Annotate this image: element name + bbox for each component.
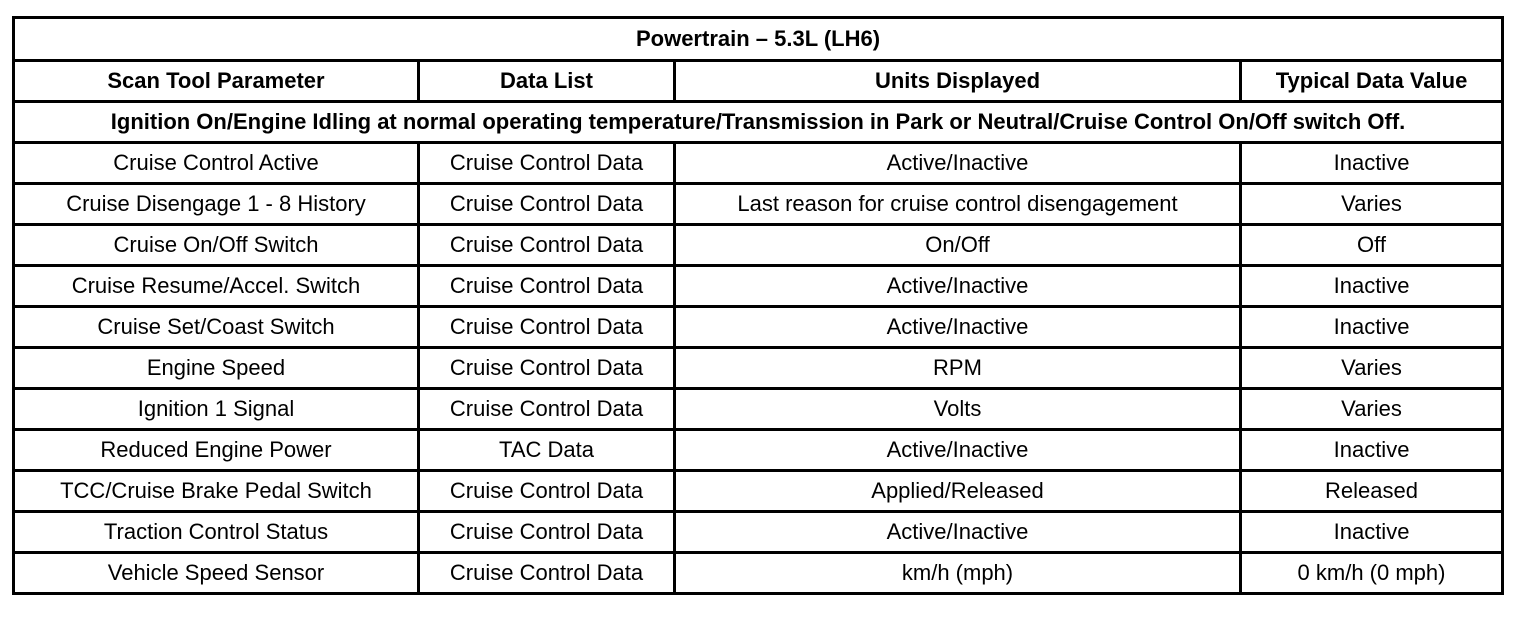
operating-condition: Ignition On/Engine Idling at normal operating temperature/Transmission in Park or Neutral/Cruise Control On/Off switch Off. [14,102,1503,143]
table-header-row [14,61,1503,102]
table-title-row [14,18,1503,61]
units-displayed-cell: On/Off [675,225,1241,266]
units-displayed-cell: km/h (mph) [675,553,1241,594]
typical-data-value-cell: Off [1241,225,1503,266]
units-displayed-cell: Last reason for cruise control disengagement [675,184,1241,225]
table-row [14,348,1503,389]
table-row [14,512,1503,553]
data-list-cell: Cruise Control Data [419,143,675,184]
typical-data-value-cell: Inactive [1241,430,1503,471]
data-list-cell: Cruise Control Data [419,389,675,430]
data-list-cell: TAC Data [419,430,675,471]
table-row [14,430,1503,471]
typical-data-value-cell: Inactive [1241,266,1503,307]
typical-data-value-cell: Varies [1241,184,1503,225]
typical-data-value-cell: Inactive [1241,512,1503,553]
data-list-cell: Cruise Control Data [419,184,675,225]
scan-tool-data-table [12,16,1504,595]
table-row [14,553,1503,594]
data-list-cell: Cruise Control Data [419,553,675,594]
scan-tool-parameter-cell: Traction Control Status [14,512,419,553]
table-row [14,143,1503,184]
scan-tool-parameter-cell: Ignition 1 Signal [14,389,419,430]
typical-data-value-cell: Released [1241,471,1503,512]
units-displayed-cell: Applied/Released [675,471,1241,512]
units-displayed-cell: RPM [675,348,1241,389]
scan-tool-parameter-cell: Cruise Set/Coast Switch [14,307,419,348]
scan-tool-parameter-cell: Vehicle Speed Sensor [14,553,419,594]
table-row [14,266,1503,307]
typical-data-value-cell: Varies [1241,389,1503,430]
units-displayed-cell: Active/Inactive [675,266,1241,307]
typical-data-value-cell: Inactive [1241,143,1503,184]
table-body [14,143,1503,594]
units-displayed-cell: Active/Inactive [675,512,1241,553]
scan-tool-parameter-cell: Cruise Disengage 1 - 8 History [14,184,419,225]
units-displayed-cell: Active/Inactive [675,430,1241,471]
data-list-cell: Cruise Control Data [419,266,675,307]
typical-data-value-cell: 0 km/h (0 mph) [1241,553,1503,594]
scan-tool-parameter-cell: Reduced Engine Power [14,430,419,471]
table-row [14,389,1503,430]
data-list-cell: Cruise Control Data [419,471,675,512]
table-row [14,225,1503,266]
scan-tool-parameter-cell: Cruise On/Off Switch [14,225,419,266]
table-row [14,471,1503,512]
column-header-data-list: Data List [419,61,675,102]
data-list-cell: Cruise Control Data [419,512,675,553]
scan-tool-parameter-cell: Cruise Control Active [14,143,419,184]
scan-tool-parameter-cell: Cruise Resume/Accel. Switch [14,266,419,307]
column-header-typical-data-value: Typical Data Value [1241,61,1503,102]
units-displayed-cell: Volts [675,389,1241,430]
units-displayed-cell: Active/Inactive [675,307,1241,348]
units-displayed-cell: Active/Inactive [675,143,1241,184]
table-title: Powertrain – 5.3L (LH6) [14,18,1503,61]
data-list-cell: Cruise Control Data [419,307,675,348]
data-list-cell: Cruise Control Data [419,225,675,266]
table-row [14,307,1503,348]
data-list-cell: Cruise Control Data [419,348,675,389]
column-header-units-displayed: Units Displayed [675,61,1241,102]
scan-tool-parameter-cell: Engine Speed [14,348,419,389]
table-condition-row [14,102,1503,143]
typical-data-value-cell: Varies [1241,348,1503,389]
typical-data-value-cell: Inactive [1241,307,1503,348]
column-header-scan-tool-parameter: Scan Tool Parameter [14,61,419,102]
scan-tool-parameter-cell: TCC/Cruise Brake Pedal Switch [14,471,419,512]
table-row [14,184,1503,225]
